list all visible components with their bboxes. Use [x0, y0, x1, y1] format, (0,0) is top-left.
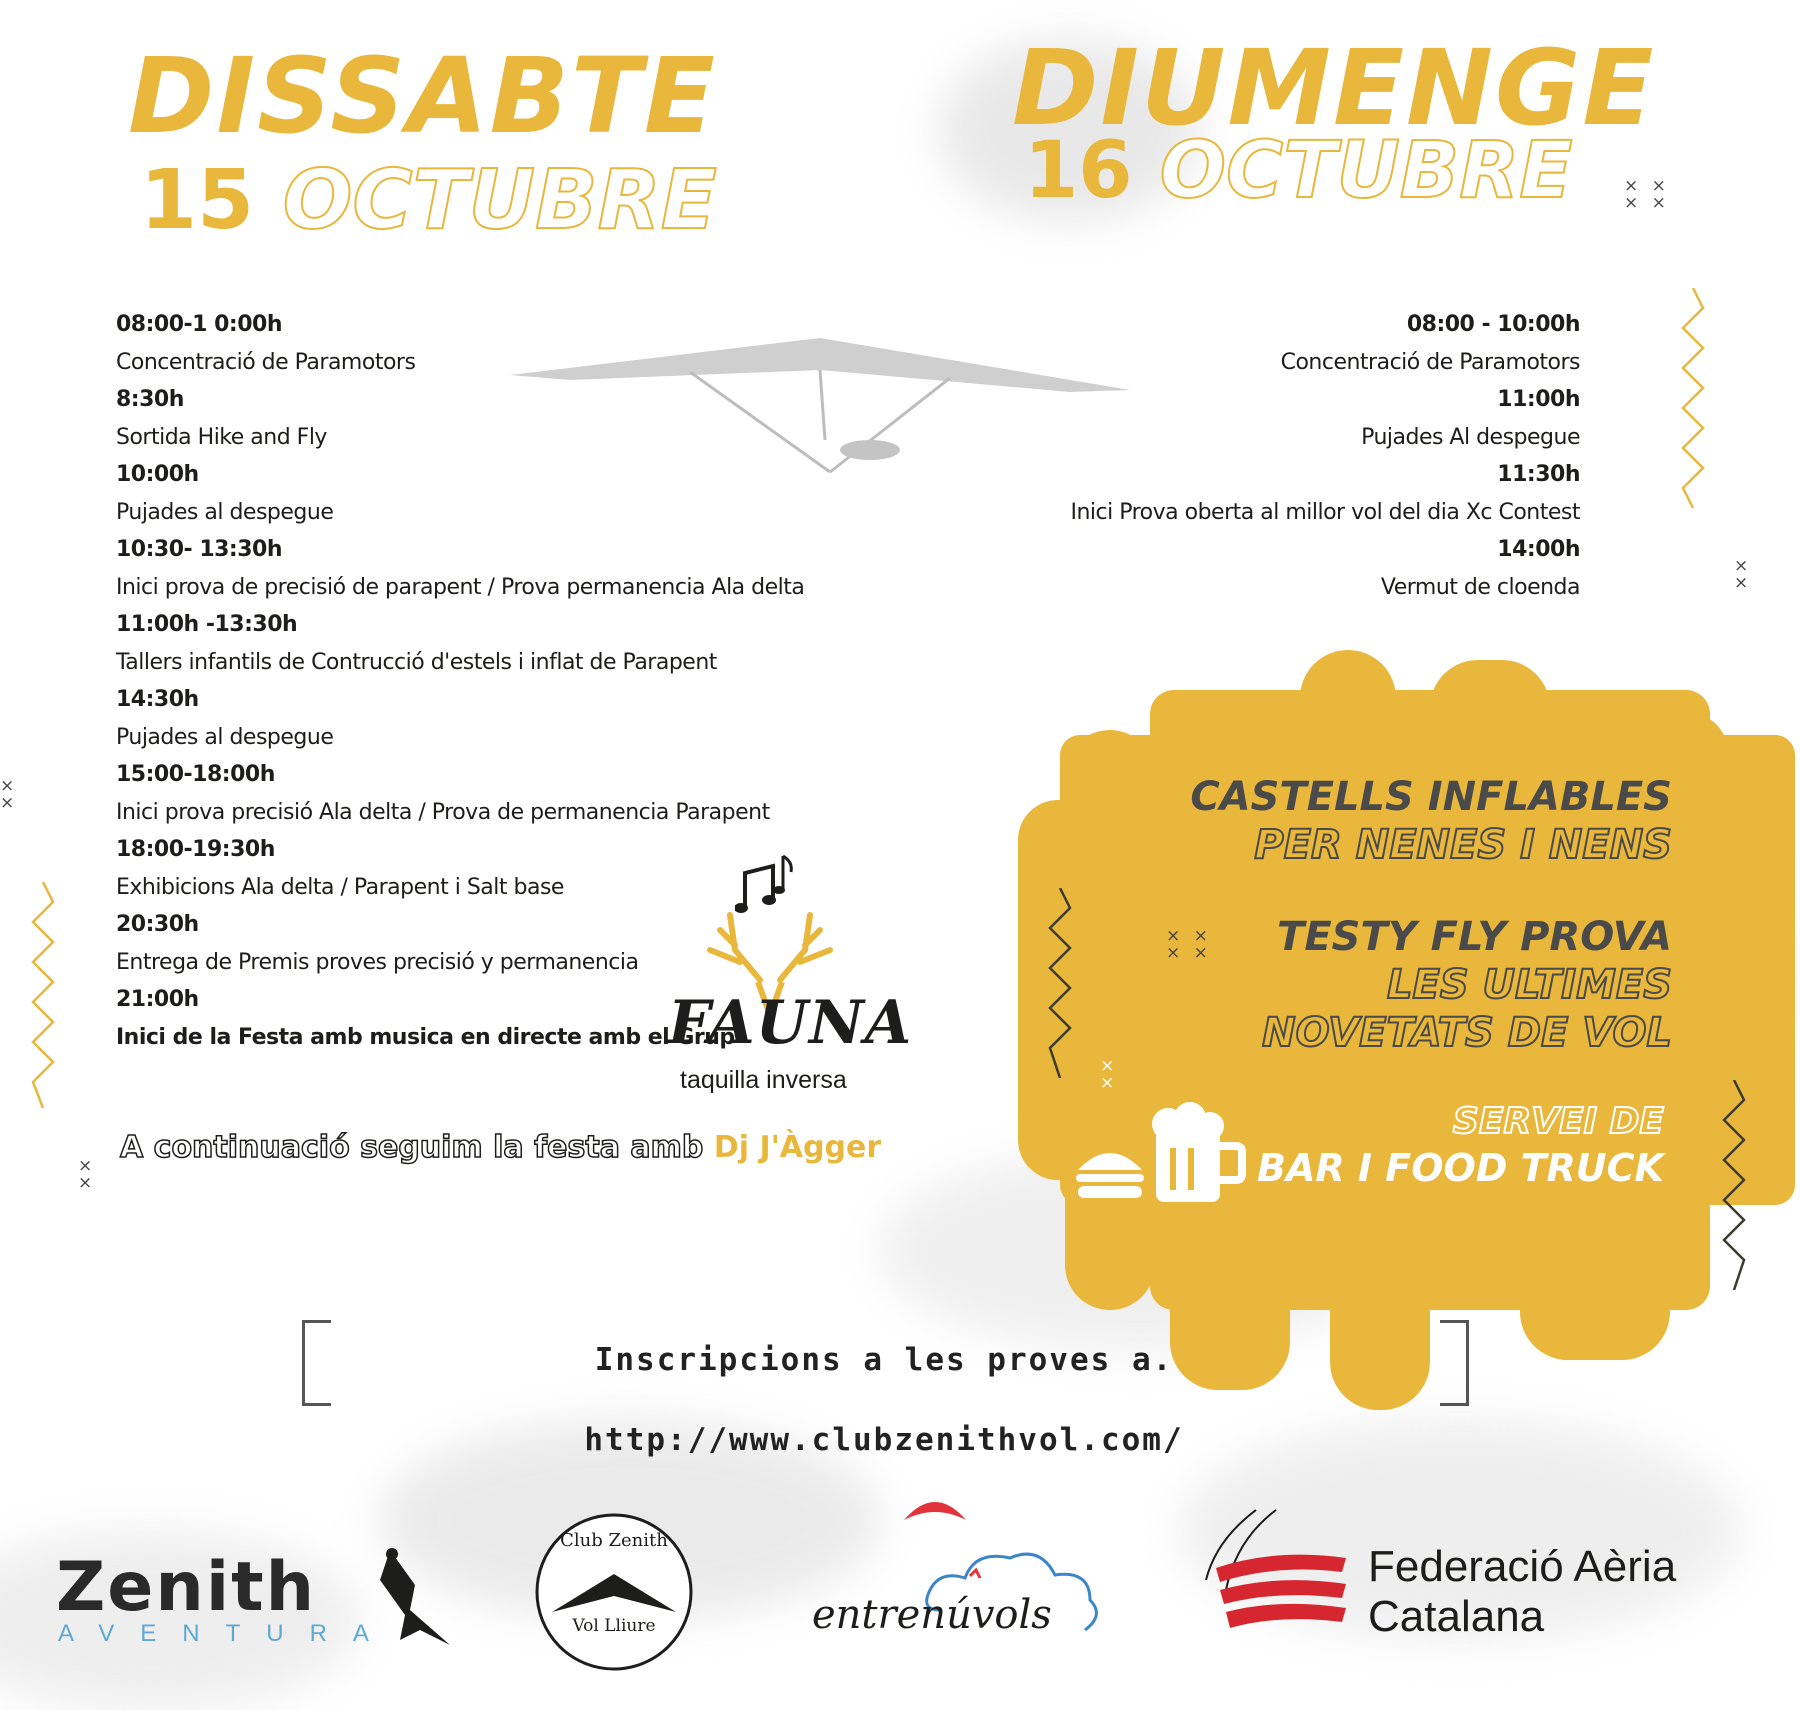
paraglider-icon [900, 1490, 970, 1530]
schedule-time: 8:30h [116, 387, 184, 412]
promo-testy-fly: TESTY FLY PROVA [1277, 914, 1672, 960]
beer-mug-icon [1146, 1102, 1246, 1206]
schedule-activity: Pujades Al despegue [1361, 424, 1580, 450]
burger-icon [1072, 1140, 1148, 1202]
schedule-activity: Pujades al despegue [116, 499, 334, 525]
continuation-prefix: A continuació seguim la festa amb [120, 1130, 704, 1165]
schedule-activity: Vermut de cloenda [1380, 574, 1580, 600]
saturday-date-month: OCTUBRE [282, 153, 717, 248]
schedule-time: 20:30h [116, 912, 199, 937]
promo-nens: PER NENES I NENS [1254, 822, 1672, 868]
decor-zigzag [1048, 888, 1072, 1078]
decor-zigzag [1722, 1080, 1746, 1290]
schedule-activity: Concentració de Paramotors [116, 349, 416, 375]
saturday-day-title: DISSABTE [128, 35, 717, 157]
schedule-time: 11:00h -13:30h [116, 612, 298, 637]
club-zenith-top: Club Zenith [560, 1530, 668, 1551]
decor-zigzag [28, 882, 58, 1108]
schedule-time: 10:30- 13:30h [116, 537, 283, 562]
promo-ultimes: LES ULTIMES [1387, 962, 1672, 1008]
fauna-subtitle: taquilla inversa [680, 1066, 847, 1094]
schedule-activity: Inici prova precisió Ala delta / Prova de permanencia Parapent [116, 799, 770, 825]
sunday-date-month: OCTUBRE [1159, 126, 1573, 216]
decor-zigzag [1678, 288, 1708, 508]
schedule-activity: Inici de la Festa amb musica en directe amb el Grup [116, 1024, 735, 1050]
zenith-logo-sub: AVENTURA [58, 1620, 395, 1647]
continuation-dj: Dj J'Àgger [713, 1130, 882, 1165]
saturday-date-number: 15 [140, 153, 255, 248]
sunday-date [1024, 126, 1573, 216]
schedule-time: 08:00-1 0:00h [116, 312, 283, 337]
schedule-time: 14:30h [116, 687, 199, 712]
schedule-activity: Inici prova de precisió de parapent / Prova permanencia Ala delta [116, 574, 805, 600]
decor-x-marks: × × [1734, 556, 1753, 593]
promo-food-truck: BAR I FOOD TRUCK [1257, 1146, 1664, 1190]
schedule-time: 18:00-19:30h [116, 837, 275, 862]
promo-novetats: NOVETATS DE VOL [1262, 1010, 1672, 1056]
sunday-schedule [960, 306, 1580, 606]
promo-castells: CASTELLS INFLABLES [1190, 774, 1672, 820]
decor-x-marks: × × [0, 776, 19, 813]
entrenuvols-logo: entrenúvols [812, 1592, 1052, 1638]
decor-x-marks: × × [1100, 1056, 1119, 1093]
schedule-activity: Pujades al despegue [116, 724, 334, 750]
decor-x-marks: × × [78, 1156, 97, 1193]
sunday-date-number: 16 [1024, 126, 1133, 216]
schedule-time: 15:00-18:00h [116, 762, 275, 787]
promo-servei: SERVEI DE [1452, 1101, 1664, 1142]
music-notes-icon [735, 848, 805, 918]
schedule-time: 10:00h [116, 462, 199, 487]
schedule-time: 14:00h [1497, 537, 1580, 562]
federacio-line1: Federació Aèria [1368, 1542, 1677, 1591]
decor-x-marks: × × × × [1166, 926, 1212, 963]
schedule-activity: Inici Prova oberta al millor vol del dia Xc Contest [1070, 499, 1580, 525]
fauna-logo: FAUNA [668, 988, 913, 1058]
schedule-activity: Entrega de Premis proves precisió y permanencia [116, 949, 639, 975]
schedule-activity: Concentració de Paramotors [1280, 349, 1580, 375]
federacio-line2: Catalana [1368, 1592, 1545, 1641]
club-zenith-bottom: Vol Lliure [572, 1616, 656, 1636]
schedule-activity: Sortida Hike and Fly [116, 424, 327, 450]
saturday-date [140, 153, 717, 248]
schedule-time: 11:30h [1497, 462, 1580, 487]
registration-link[interactable]: Inscripcions a les proves a. http://www.clubzenithvol.com/ [584, 1342, 1184, 1458]
schedule-time: 11:00h [1497, 387, 1580, 412]
schedule-activity: Exhibicions Ala delta / Parapent i Salt base [116, 874, 564, 900]
promo-text [1100, 775, 1672, 1075]
zenith-logo-name: Zenith [56, 1548, 317, 1627]
schedule-time: 08:00 - 10:00h [1406, 312, 1580, 337]
schedule-time: 21:00h [116, 987, 199, 1012]
decor-x-marks: × × × × [1624, 176, 1670, 213]
federation-stripes-icon [1196, 1500, 1356, 1640]
eagle-icon [360, 1540, 470, 1650]
continuation-line [120, 1130, 881, 1165]
promo-bar [1240, 1102, 1664, 1202]
schedule-activity: Tallers infantils de Contrucció d'estels i inflat de Parapent [116, 649, 717, 675]
sunday-day-title: DIUMENGE [1012, 27, 1656, 149]
